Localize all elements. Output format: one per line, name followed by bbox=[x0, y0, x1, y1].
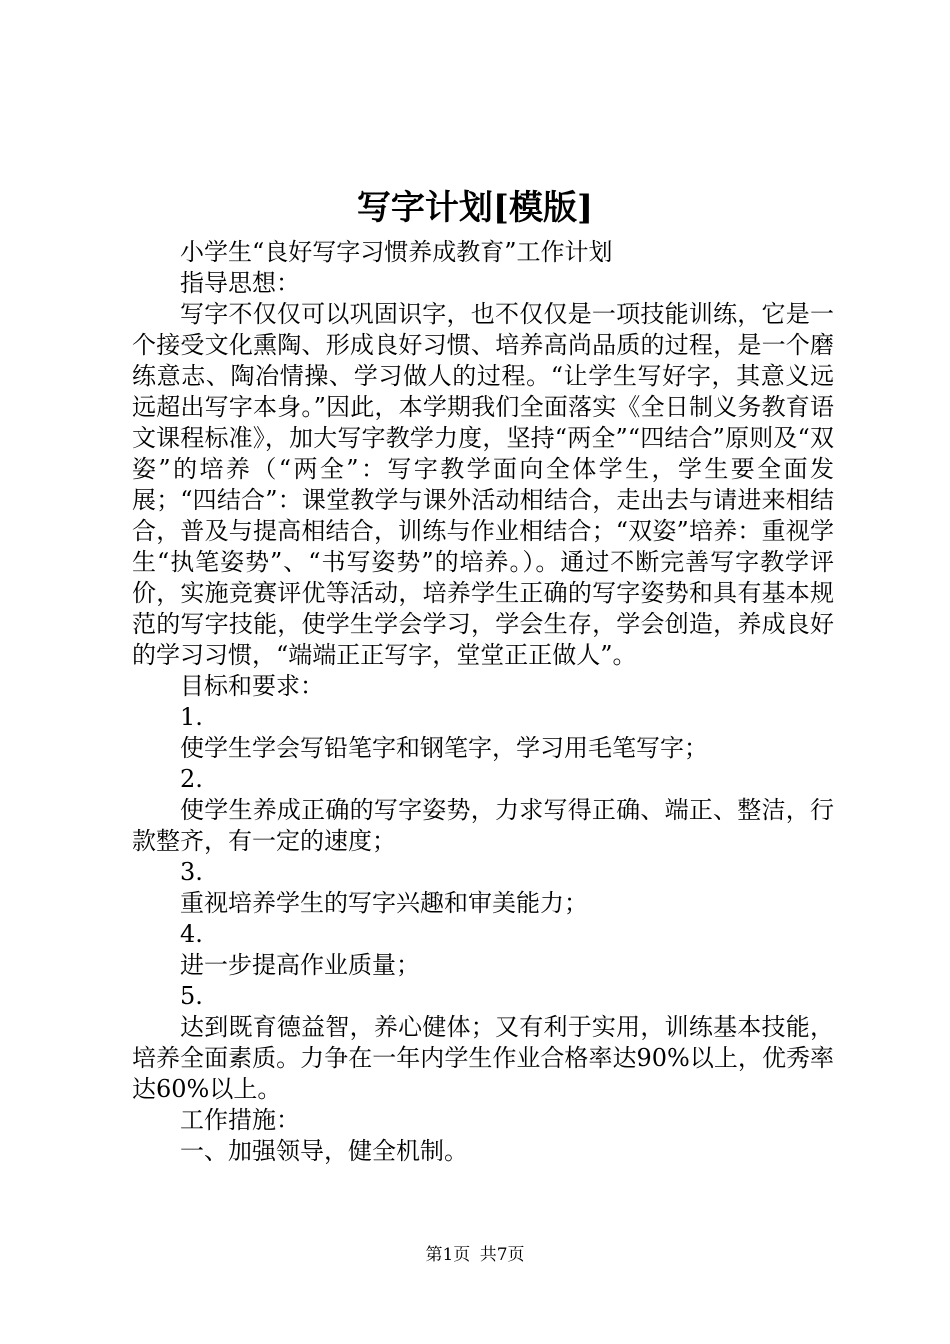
goal-number-1: 1. bbox=[180, 703, 203, 731]
paragraph-heading: 小学生“良好写字习惯养成教育”工作计划 bbox=[180, 238, 613, 266]
goal-text-3: 重视培养学生的写字兴趣和审美能力； bbox=[180, 889, 588, 917]
goal-number-4: 4. bbox=[180, 920, 203, 948]
goal-text-2: 使学生养成正确的写字姿势，力求写得正确、端正、整洁，行款整齐，有一定的速度； bbox=[132, 796, 834, 855]
document-body bbox=[132, 237, 834, 1167]
section-label-guiding: 指导思想： bbox=[180, 269, 300, 297]
paragraph-guiding-thought: 写字不仅仅可以巩固识字，也不仅仅是一项技能训练，它是一个接受文化熏陶、形成良好习惯、培养高尚品质的过程，是一个磨练意志、陶冶情操、学习做人的过程。“让学生写好字，其意义远远超出写字本身。”因此，本学期我们全面落实《全日制义务教育语文课程标准》，加大写字教学力度，坚持“两全”“四结合”原则及“双姿”的培养（“两全”：写字教学面向全体学生，学生要全面发展；“四结合”：课堂教学与课外活动相结合，走出去与请进来相结合，普及与提高相结合，训练与作业相结合；“双姿”培养：重视学生“执笔姿势”、“书写姿势”的培养。）。通过不断完善写字教学评价，实施竞赛评优等活动，培养学生正确的写字姿势和具有基本规范的写字技能，使学生学会学习，学会生存，学会创造，养成良好的学习习惯，“端端正正写字，堂堂正正做人”。 bbox=[132, 300, 834, 669]
measure-item-1: 一、加强领导，健全机制。 bbox=[180, 1137, 468, 1165]
goal-number-3: 3. bbox=[180, 858, 203, 886]
document-title: 写字计划[模版] bbox=[356, 188, 594, 228]
goal-text-5: 达到既育德益智，养心健体；又有利于实用，训练基本技能，培养全面素质。力争在一年内学生作业合格率达90%以上，优秀率达60%以上。 bbox=[132, 1013, 834, 1103]
goal-number-5: 5. bbox=[180, 982, 203, 1010]
page-total: 共7页 bbox=[479, 1245, 525, 1265]
goal-number-2: 2. bbox=[180, 765, 203, 793]
page-footer bbox=[0, 1243, 950, 1267]
section-label-goals: 目标和要求： bbox=[180, 672, 324, 700]
goal-text-1: 使学生学会写铅笔字和钢笔字，学习用毛笔写字； bbox=[180, 734, 708, 762]
section-label-measures: 工作措施： bbox=[180, 1106, 300, 1134]
goal-text-4: 进一步提高作业质量； bbox=[180, 951, 420, 979]
page-number: 第1页 bbox=[425, 1245, 471, 1265]
